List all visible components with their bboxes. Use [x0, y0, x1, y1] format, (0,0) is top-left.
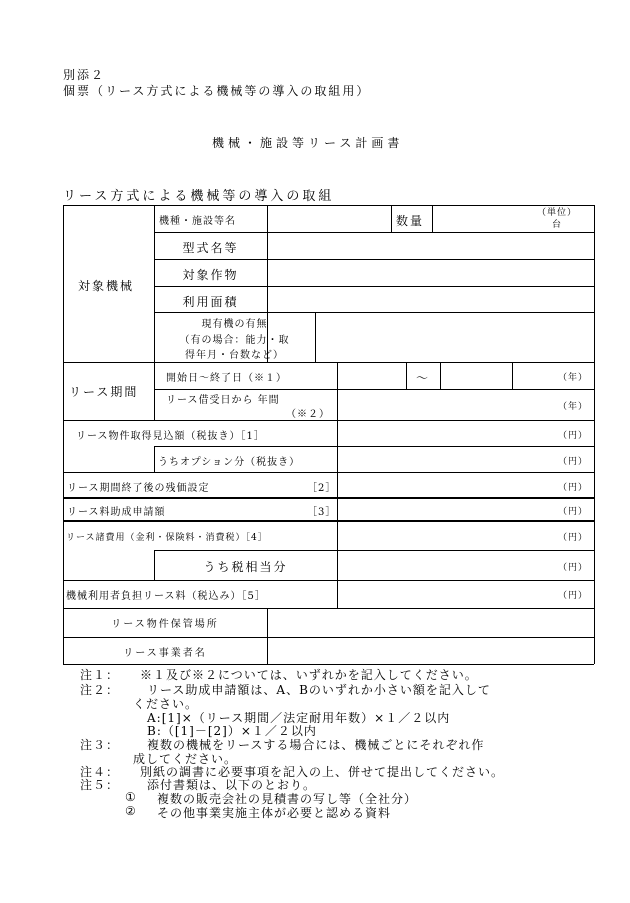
note2-text-b: ください。 — [133, 697, 199, 711]
quantity-label: 数量 — [396, 214, 425, 228]
unit-label: （単位） — [536, 208, 577, 218]
years-unit-2: （年） — [557, 402, 588, 412]
yen-unit-7: （円） — [557, 591, 588, 601]
yen-unit-1: （円） — [557, 431, 588, 441]
unit-value: 台 — [551, 220, 562, 230]
attachment-item1-text: 複数の販売会社の見積書の写し等（全社分） — [157, 792, 418, 806]
tax-label: うち税相当分 — [203, 560, 288, 574]
section-title: リース方式による機械等の導入の取組 — [63, 189, 335, 204]
subsidy-label: リース料助成申請額 — [67, 507, 166, 518]
note2-text-a: リース助成申請額は、A、Bのいずれか小さい額を記入して — [147, 683, 491, 697]
yen-unit-5: （円） — [557, 533, 588, 543]
tilde-separator: ～ — [415, 371, 430, 385]
yen-unit-4: （円） — [557, 507, 588, 517]
note4-label: 注４： — [80, 765, 120, 779]
note2-formula-a: A:[1]×（リース期間／法定耐用年数）×１／２以内 — [147, 711, 451, 725]
note5-label: 注５： — [80, 778, 120, 792]
acquisition-label: リース物件取得見込額（税抜き）［1］ — [76, 431, 265, 442]
note5-text: 添付書類は、以下のとおり。 — [147, 778, 317, 792]
group-target-machine: 対象機械 — [78, 279, 135, 293]
machine-name-label: 機種・施設等名 — [159, 216, 236, 227]
borrow-period-line2: （※２） — [286, 409, 330, 420]
attachment-item1-mark: ① — [125, 790, 137, 804]
borrow-period-line1: リース借受日から 年間 — [166, 395, 280, 406]
usage-area-label: 利用面積 — [182, 295, 239, 309]
existing-machine-line2: （有の場合：能力・取 — [179, 335, 290, 346]
storage-location-label: リース物件保管場所 — [111, 619, 219, 630]
existing-machine-line1: 現有機の有無 — [201, 319, 268, 330]
start-end-label: 開始日～終了日（※１） — [166, 373, 287, 384]
note3-text-a: 複数の機械をリースする場合には、機械ごとにそれぞれ作 — [147, 738, 485, 752]
attachment-item2-text: その他事業実施主体が必要と認める資料 — [157, 806, 392, 820]
residual-label: リース期間終了後の残価設定 — [67, 483, 210, 494]
model-name-label: 型式名等 — [182, 241, 239, 255]
residual-number: ［2］ — [307, 483, 337, 494]
doc-title: 機械・施設等リース計画書 — [212, 136, 404, 150]
group-lease-period: リース期間 — [69, 385, 139, 399]
note4-text: 別紙の調書に必要事項を記入の上、併せて提出してください。 — [140, 765, 505, 779]
note1-label: 注１： — [80, 668, 120, 682]
note1-text: ※１及び※２については、いずれかを記入してください。 — [140, 668, 478, 682]
note2-label: 注２： — [80, 683, 120, 697]
yen-unit-2: （円） — [557, 457, 588, 467]
user-burden-label: 機械利用者負担リース料（税込み）［5］ — [66, 591, 266, 602]
years-unit: （年） — [557, 373, 588, 383]
yen-unit-6: （円） — [557, 563, 588, 573]
lease-operator-label: リース事業者名 — [123, 648, 207, 659]
option-label: うちオプション分（税抜き） — [158, 457, 301, 468]
expenses-label: リース諸費用（金利・保険料・消費税）［4］ — [66, 533, 268, 543]
attachment-label: 別添２ — [63, 68, 106, 82]
note2-formula-b: B:（[1]－[2]）×１／２以内 — [147, 724, 317, 738]
subsidy-number: ［3］ — [307, 507, 337, 518]
note3-label: 注３： — [80, 738, 120, 752]
form-title: 個票（リース方式による機械等の導入の取組用） — [63, 84, 371, 98]
existing-machine-line3: 得年月・台数など） — [185, 350, 284, 361]
attachment-item2-mark: ② — [125, 804, 137, 818]
note3-text-b: 成してください。 — [133, 752, 238, 766]
target-crop-label: 対象作物 — [182, 268, 239, 282]
yen-unit-3: （円） — [557, 483, 588, 493]
